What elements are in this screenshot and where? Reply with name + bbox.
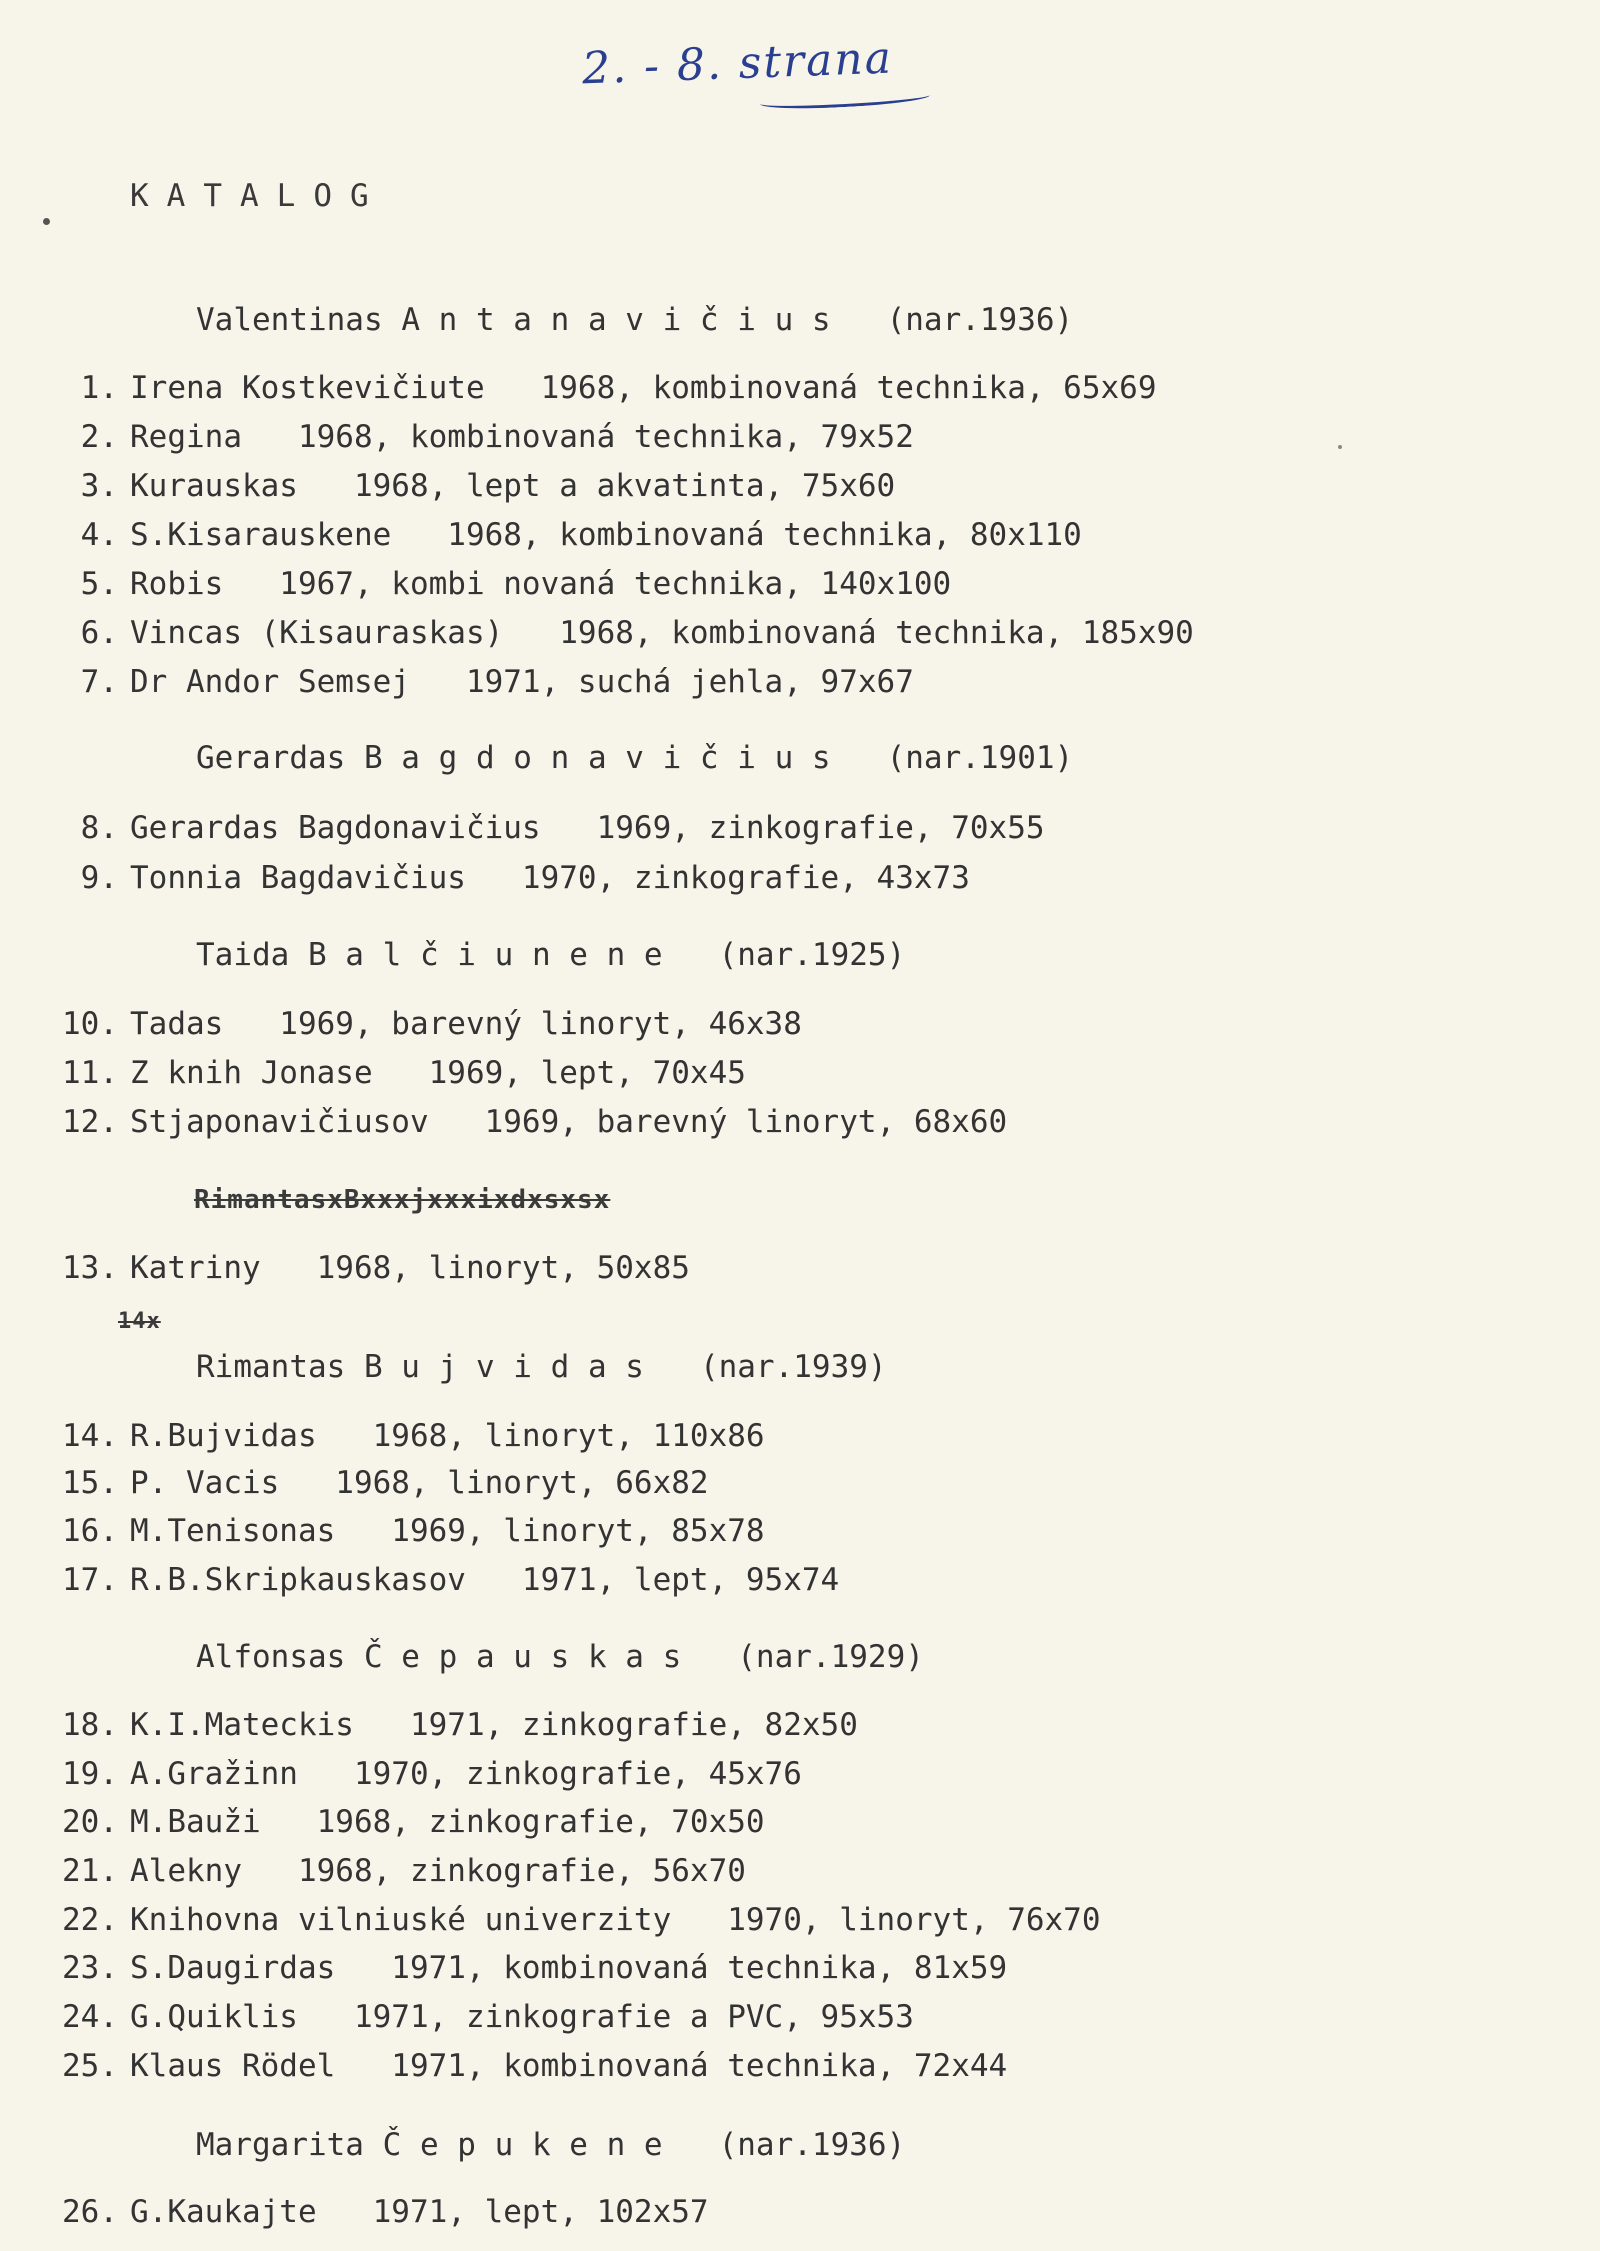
entry-number: 2. bbox=[80, 419, 118, 455]
entry-number: 9. bbox=[80, 860, 118, 896]
handwritten-underline bbox=[760, 88, 931, 112]
catalog-entry bbox=[40, 808, 1045, 848]
entry-number: 19. bbox=[62, 1756, 118, 1792]
entry-number: 26. bbox=[62, 2194, 118, 2230]
entry-number: 3. bbox=[80, 468, 118, 504]
entry-text: R.B.Skripkauskasov 1971, lept, 95x74 bbox=[130, 1562, 840, 1598]
entry-text: S.Daugirdas 1971, kombinovaná technika, 81x59 bbox=[130, 1950, 1008, 1986]
entry-number: 11. bbox=[62, 1055, 118, 1091]
entry-number: 15. bbox=[62, 1465, 118, 1501]
entry-text: Alekny 1968, zinkografie, 56x70 bbox=[130, 1853, 746, 1889]
artist-first-name: Taida bbox=[196, 937, 308, 973]
artist-birth-year: (nar.1936) bbox=[718, 2127, 906, 2163]
margin-speck bbox=[1338, 445, 1342, 449]
catalog-entry bbox=[40, 1463, 709, 1503]
artist-first-name: Gerardas bbox=[196, 740, 364, 776]
entry-number: 5. bbox=[80, 566, 118, 602]
entry-number: 20. bbox=[62, 1804, 118, 1840]
entry-number: 23. bbox=[62, 1950, 118, 1986]
entry-text: Gerardas Bagdonavičius 1969, zinkografie, 70x55 bbox=[130, 810, 1045, 846]
catalog-entry bbox=[40, 1802, 765, 1842]
entry-text: M.Bauži 1968, zinkografie, 70x50 bbox=[130, 1804, 765, 1840]
entry-number: 8. bbox=[80, 810, 118, 846]
artist-surname: B u j v i d a s bbox=[363, 1349, 700, 1385]
entry-text: R.Bujvidas 1968, linoryt, 110x86 bbox=[130, 1418, 765, 1454]
entry-text: Dr Andor Semsej 1971, suchá jehla, 97x67 bbox=[130, 664, 914, 700]
entry-text: G.Quiklis 1971, zinkografie a PVC, 95x53 bbox=[130, 1999, 914, 2035]
margin-dot bbox=[43, 218, 50, 225]
entry-text: Knihovna vilniuské univerzity 1970, linoryt, 76x70 bbox=[130, 1902, 1101, 1938]
entry-number: 13. bbox=[62, 1250, 118, 1286]
entry-number: 1. bbox=[80, 370, 118, 406]
catalog-entry bbox=[40, 1511, 765, 1551]
entry-text: P. Vacis 1968, linoryt, 66x82 bbox=[130, 1465, 709, 1501]
entry-text: Klaus Rödel 1971, kombinovaná technika, 72x44 bbox=[130, 2048, 1008, 2084]
entry-text: G.Kaukajte 1971, lept, 102x57 bbox=[130, 2194, 709, 2230]
artist-birth-year: (nar.1925) bbox=[718, 937, 906, 973]
entry-text: Robis 1967, kombi novaná technika, 140x100 bbox=[130, 566, 952, 602]
artist-first-name: Alfonsas bbox=[196, 1639, 364, 1675]
catalog-entry bbox=[40, 1053, 746, 1093]
artist-heading bbox=[196, 2125, 905, 2165]
entry-number: 22. bbox=[62, 1902, 118, 1938]
entry-text: Katriny 1968, linoryt, 50x85 bbox=[130, 1250, 690, 1286]
catalog-entry bbox=[40, 1416, 765, 1456]
catalog-entry bbox=[40, 368, 1157, 408]
entry-text: A.Gražinn 1970, zinkografie, 45x76 bbox=[130, 1756, 802, 1792]
entry-number: 4. bbox=[80, 517, 118, 553]
catalog-entry bbox=[40, 1948, 1007, 1988]
artist-surname: B a l č i u n e n e bbox=[307, 937, 719, 973]
entry-text: Regina 1968, kombinovaná technika, 79x52 bbox=[130, 419, 914, 455]
entry-number: 6. bbox=[80, 615, 118, 651]
catalog-entry bbox=[40, 1754, 802, 1794]
artist-heading bbox=[196, 935, 905, 975]
catalog-entry bbox=[40, 1560, 839, 1600]
artist-birth-year: (nar.1939) bbox=[699, 1349, 887, 1385]
catalog-entry bbox=[40, 1997, 914, 2037]
artist-first-name: Valentinas bbox=[196, 302, 402, 338]
artist-surname: A n t a n a v i č i u s bbox=[401, 302, 887, 338]
artist-surname: Č e p a u s k a s bbox=[363, 1639, 738, 1675]
catalog-entry bbox=[40, 2046, 1007, 2086]
artist-first-name: Rimantas bbox=[196, 1349, 364, 1385]
entry-text: Tonnia Bagdavičius 1970, zinkografie, 43x73 bbox=[130, 860, 970, 896]
handwritten-page-note: 2. - 8. strana bbox=[581, 32, 894, 95]
struck-out-mark: 14x bbox=[118, 1309, 161, 1334]
artist-surname: Č e p u k e n e bbox=[382, 2127, 719, 2163]
catalog-entry bbox=[40, 564, 951, 604]
entry-number: 12. bbox=[62, 1104, 118, 1140]
catalog-entry bbox=[40, 613, 1194, 653]
artist-surname: B a g d o n a v i č i u s bbox=[363, 740, 887, 776]
catalog-entry bbox=[40, 2192, 709, 2232]
artist-birth-year: (nar.1936) bbox=[886, 302, 1074, 338]
catalog-entry bbox=[40, 515, 1082, 555]
entry-text: Vincas (Kisauraskas) 1968, kombinovaná technika, 185x90 bbox=[130, 615, 1194, 651]
entry-number: 14. bbox=[62, 1418, 118, 1454]
entry-number: 7. bbox=[80, 664, 118, 700]
entry-text: Kurauskas 1968, lept a akvatinta, 75x60 bbox=[130, 468, 896, 504]
catalog-entry bbox=[40, 858, 970, 898]
entry-text: Z knih Jonase 1969, lept, 70x45 bbox=[130, 1055, 746, 1091]
artist-heading bbox=[196, 1637, 924, 1677]
entry-number: 16. bbox=[62, 1513, 118, 1549]
catalog-entry bbox=[40, 1851, 746, 1891]
entry-text: Tadas 1969, barevný linoryt, 46x38 bbox=[130, 1006, 802, 1042]
catalog-entry bbox=[40, 466, 895, 506]
catalog-entry bbox=[40, 662, 914, 702]
entry-text: K.I.Mateckis 1971, zinkografie, 82x50 bbox=[130, 1707, 858, 1743]
artist-heading bbox=[196, 738, 1073, 778]
entry-number: 24. bbox=[62, 1999, 118, 2035]
page-title: KATALOG bbox=[130, 178, 387, 214]
struck-out-line: RimantasxBxxxjxxxixdxsxsx bbox=[194, 1185, 611, 1215]
catalog-entry bbox=[40, 1004, 802, 1044]
catalog-entry bbox=[40, 417, 914, 457]
entry-text: Stjaponavičiusov 1969, barevný linoryt, 68x60 bbox=[130, 1104, 1008, 1140]
entry-number: 10. bbox=[62, 1006, 118, 1042]
entry-number: 18. bbox=[62, 1707, 118, 1743]
catalog-entry bbox=[40, 1248, 690, 1288]
entry-text: Irena Kostkevičiute 1968, kombinovaná technika, 65x69 bbox=[130, 370, 1157, 406]
artist-heading bbox=[196, 300, 1073, 340]
entry-text: M.Tenisonas 1969, linoryt, 85x78 bbox=[130, 1513, 765, 1549]
artist-heading bbox=[196, 1347, 887, 1387]
catalog-entry bbox=[40, 1102, 1007, 1142]
artist-birth-year: (nar.1901) bbox=[886, 740, 1074, 776]
artist-first-name: Margarita bbox=[196, 2127, 383, 2163]
artist-birth-year: (nar.1929) bbox=[737, 1639, 924, 1675]
catalog-entry bbox=[40, 1705, 858, 1745]
entry-number: 17. bbox=[62, 1562, 118, 1598]
entry-text: S.Kisarauskene 1968, kombinovaná technika, 80x110 bbox=[130, 517, 1082, 553]
entry-number: 21. bbox=[62, 1853, 118, 1889]
catalog-entry bbox=[40, 1900, 1101, 1940]
entry-number: 25. bbox=[62, 2048, 118, 2084]
